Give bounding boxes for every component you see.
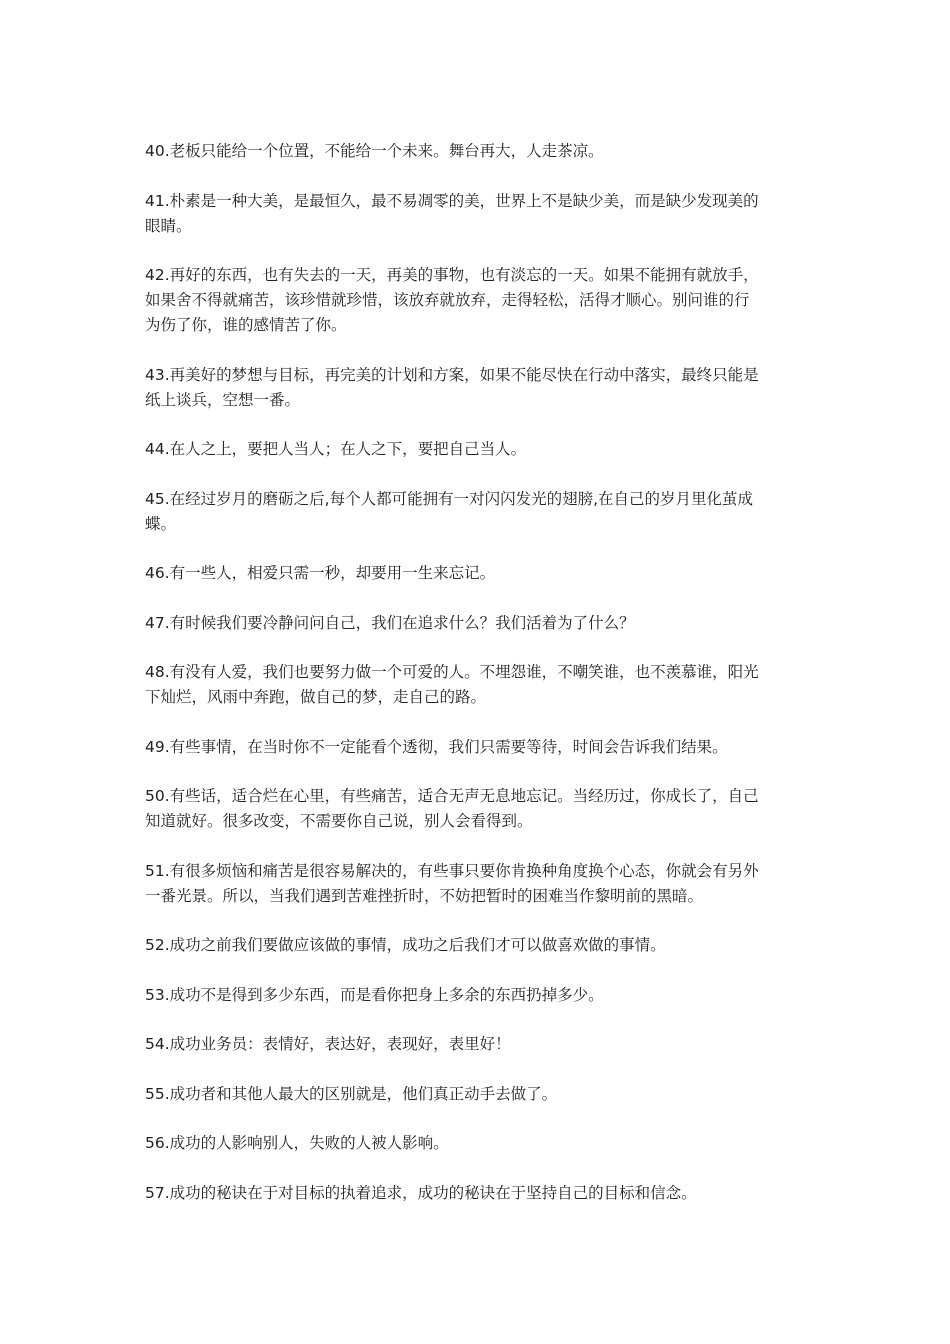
paragraph-40: 40.老板只能给一个位置，不能给一个未来。舞台再大，人走茶凉。 (145, 142, 604, 160)
paragraph-45: 45.在经过岁月的磨砺之后,每个人都可能拥有一对闪闪发光的翅膀,在自己的岁月里化茧成 蝶。 (145, 489, 754, 533)
paragraph-41: 41.朴素是一种大美，是最恒久，最不易凋零的美，世界上不是缺少美，而是缺少发现美的 眼睛。 (145, 191, 759, 235)
paragraph-54: 54.成功业务员：表情好，表达好，表现好，表里好！ (145, 1035, 511, 1053)
paragraph-44: 44.在人之上，要把人当人；在人之下，要把自己当人。 (145, 440, 527, 458)
paragraph-57: 57.成功的秘诀在于对目标的执着追求，成功的秘诀在于坚持自己的目标和信念。 (145, 1183, 697, 1202)
document-body (145, 139, 807, 1230)
paragraph-53: 53.成功不是得到多少东西，而是看你把身上多余的东西扔掉多少。 (145, 985, 604, 1004)
paragraph-51: 51.有很多烦恼和痛苦是很容易解决的，有些事只要你肯换种角度换个心态，你就会有另外 一番光景。所以，当我们遇到苦难挫折时，不妨把暂时的困难当作黎明前的黑暗。 (145, 861, 759, 905)
paragraph-47: 47.有时候我们要冷静问问自己，我们在追求什么？我们活着为了什么？ (145, 613, 635, 632)
paragraph-48: 48.有没有人爱，我们也要努力做一个可爱的人。不埋怨谁，不嘲笑谁，也不羡慕谁，阳光 下灿烂，风雨中奔跑，做自己的梦，走自己的路。 (145, 663, 759, 706)
paragraph-50: 50.有些话，适合烂在心里，有些痛苦，适合无声无息地忘记。当经历过，你成长了，自己 知道就好。很多改变，不需要你自己说，别人会看得到。 (145, 787, 759, 830)
paragraph-56: 56.成功的人影响别人，失败的人被人影响。 (145, 1134, 449, 1152)
paragraph-46: 46.有一些人，相爱只需一秒，却要用一生来忘记。 (145, 564, 496, 582)
paragraph-52: 52.成功之前我们要做应该做的事情，成功之后我们才可以做喜欢做的事情。 (145, 936, 666, 954)
paragraph-43: 43.再美好的梦想与目标，再完美的计划和方案，如果不能尽快在行动中落实，最终只能是 纸上谈兵，空想一番。 (145, 365, 759, 409)
paragraph-55: 55.成功者和其他人最大的区别就是，他们真正动手去做了。 (145, 1084, 558, 1103)
paragraph-49: 49.有些事情，在当时你不一定能看个透彻，我们只需要等待，时间会告诉我们结果。 (145, 737, 728, 756)
paragraph-42: 42.再好的东西，也有失去的一天，再美的事物，也有淡忘的一天。如果不能拥有就放手， 如果舍不得就痛苦，该珍惜就珍惜，该放弃就放弃，走得轻松，活得才顺心。别问谁的行 为伤了你，谁的感情苦了你。 (145, 266, 759, 334)
